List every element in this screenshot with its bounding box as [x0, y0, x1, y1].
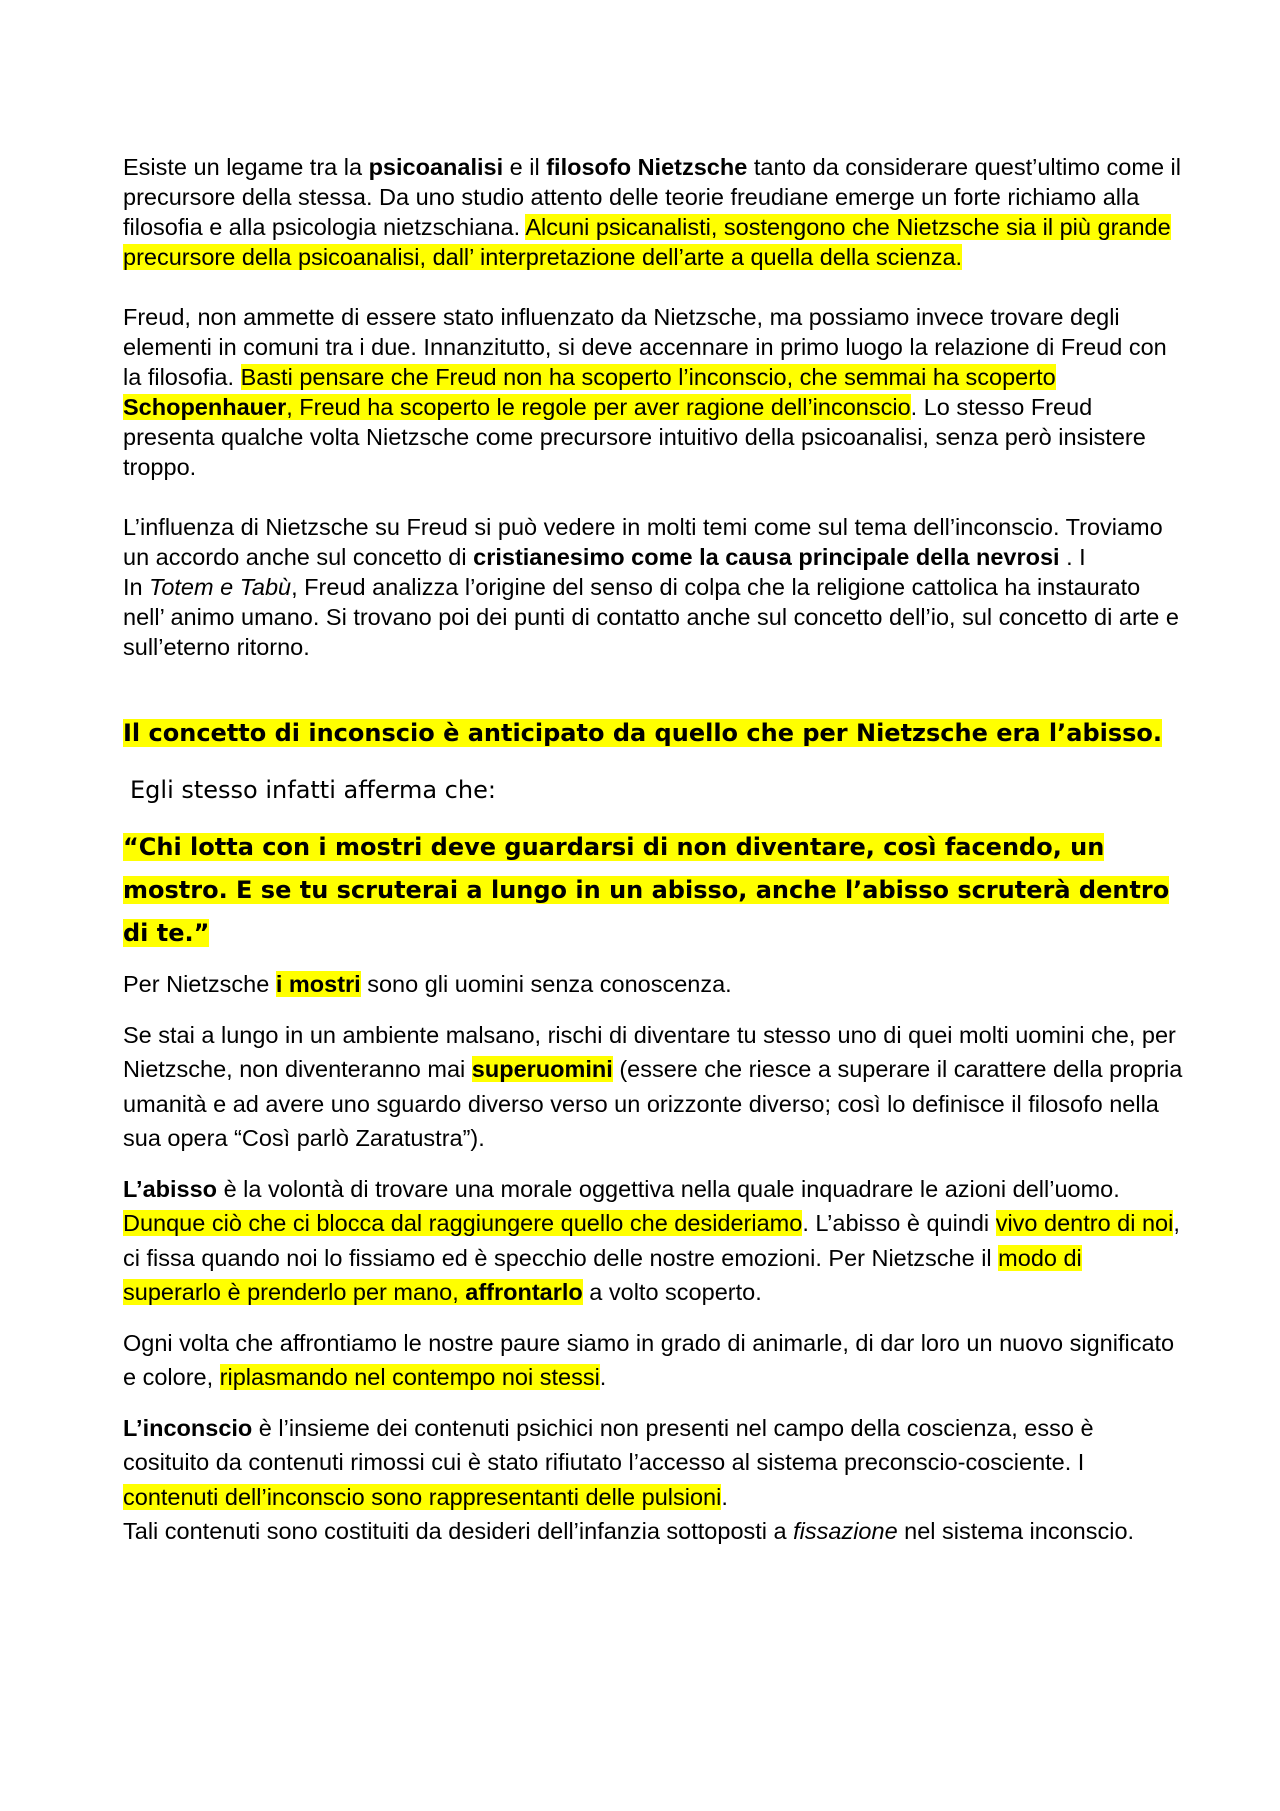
- paragraph-paure: Ogni volta che affrontiamo le nostre paure siamo in grado di animarle, di dar loro un nuovo significato e colore, riplasmando nel contempo noi stessi.: [123, 1329, 1175, 1390]
- highlight: riplasmando nel contempo noi stessi: [219, 1364, 600, 1390]
- highlight: contenuti dell’inconscio sono rappresentanti delle pulsioni: [123, 1483, 722, 1510]
- spacer: [123, 1156, 1183, 1172]
- paragraph-freud: Freud, non ammette di essere stato influenzato da Nietzsche, ma possiamo invece trovare degli elementi in comuni tra i due. Innanzitutto, si deve accennare in primo luogo la relazione di Freud con la filosofia. Basti pensare che Freud non ha scoperto l’inconscio, che semmai ha scoperto Schopenhauer, Freud ha scoperto le regole per aver ragione dell’inconscio. Lo stesso Freud presenta qualche volta Nietzsche come precursore intuitivo della psicoanalisi, senza però insistere troppo.: [123, 304, 1167, 480]
- paragraph-intro: Esiste un legame tra la psicoanalisi e il filosofo Nietzsche tanto da considerare quest’ultimo come il precursore della stessa. Da uno studio attento delle teorie freudiane emerge un forte richiamo alla filosofia e alla psicologia nietzschiana. Alcuni psicanalisti, sostengono che Nietzsche sia il più grande precursore della psicoanalisi, dall’ interpretazione dell’arte a quella della scienza.: [123, 154, 1181, 270]
- paragraph-superuomini: Se stai a lungo in un ambiente malsano, rischi di diventare tu stesso uno di quei molti uomini che, per Nietzsche, non diventeranno mai superuomini (essere che riesce a superare il carattere della propria umanità e ad avere uno sguardo diverso verso un orizzonte diverso; così lo definisce il filosofo nella sua opera “Così parlò Zaratustra”).: [123, 1021, 1183, 1151]
- paragraph-mostri: Per Nietzsche i mostri sono gli uomini senza conoscenza.: [123, 971, 732, 997]
- highlight-bold: affrontarlo: [465, 1279, 583, 1305]
- highlight: vivo dentro di noi: [995, 1210, 1174, 1236]
- section-heading: Il concetto di inconscio è anticipato da quello che per Nietzsche era l’abisso.: [123, 719, 1163, 747]
- highlight: , Freud ha scoperto le regole per aver ragione dell’inconscio: [286, 394, 911, 420]
- document-body: [123, 152, 1183, 1549]
- paragraph-inconscio: L’inconscio è l’insieme dei contenuti psichici non presenti nel campo della coscienza, esso è cosituito da contenuti rimossi cui è stato rifiutato l’accesso al sistema preconscio-cosciente. I contenuti dell’inconscio sono rappresentanti delle pulsioni. Tali contenuti sono costituiti da desideri dell’infanzia sottoposti a fissazione nel sistema inconscio.: [123, 1414, 1135, 1544]
- paragraph-abisso: L’abisso è la volontà di trovare una morale oggettiva nella quale inquadrare le azioni dell’uomo. Dunque ciò che ci blocca dal raggiungere quello che desideriamo. L’abisso è quindi vivo dentro di noi, ci fissa quando noi lo fissiamo ed è specchio delle nostre emozioni. Per Nietzsche il modo di superarlo è prenderlo per mano, affrontarlo a volto scoperto.: [123, 1175, 1180, 1305]
- highlight: Dunque ciò che ci blocca dal raggiungere quello che desideriamo: [123, 1210, 803, 1236]
- highlight: Alcuni psicanalisti, sostengono che Nietzsche sia il più grande precursore della psicoanalisi, dall’ interpretazione dell’arte a quella della scienza.: [123, 214, 1171, 270]
- spacer: [123, 955, 1183, 967]
- spacer: [123, 482, 1183, 512]
- spacer: [123, 272, 1183, 302]
- highlight: modo di superarlo è prenderlo per mano,: [123, 1244, 1082, 1305]
- spacer: [123, 812, 1183, 826]
- spacer: [123, 1395, 1183, 1411]
- nietzsche-quote: “Chi lotta con i mostri deve guardarsi di non diventare, così facendo, un mostro. E se tu scruterai a lungo in un abisso, anche l’abisso scruterà dentro di te.”: [123, 833, 1170, 947]
- highlight-bold: superuomini: [471, 1056, 613, 1082]
- highlight-bold: Schopenhauer: [123, 394, 287, 420]
- paragraph-influenza: L’influenza di Nietzsche su Freud si può vedere in molti temi come sul tema dell’inconscio. Troviamo un accordo anche sul concetto di cristianesimo come la causa principale della nevrosi . I In Totem e Tabù, Freud analizza l’origine del senso di colpa che la religione cattolica ha instaurato nell’ animo umano. Si trovano poi dei punti di contatto anche sul concetto dell’io, sul concetto di arte e sull’eterno ritorno.: [123, 514, 1179, 660]
- spacer: [123, 662, 1183, 712]
- highlight: Basti pensare che Freud non ha scoperto l’inconscio, che semmai ha scoperto: [240, 364, 1056, 390]
- spacer: [123, 1310, 1183, 1326]
- spacer: [123, 755, 1183, 769]
- highlight-bold: i mostri: [275, 971, 361, 997]
- spacer: [123, 1002, 1183, 1018]
- quote-intro: Egli stesso infatti afferma che:: [130, 776, 496, 804]
